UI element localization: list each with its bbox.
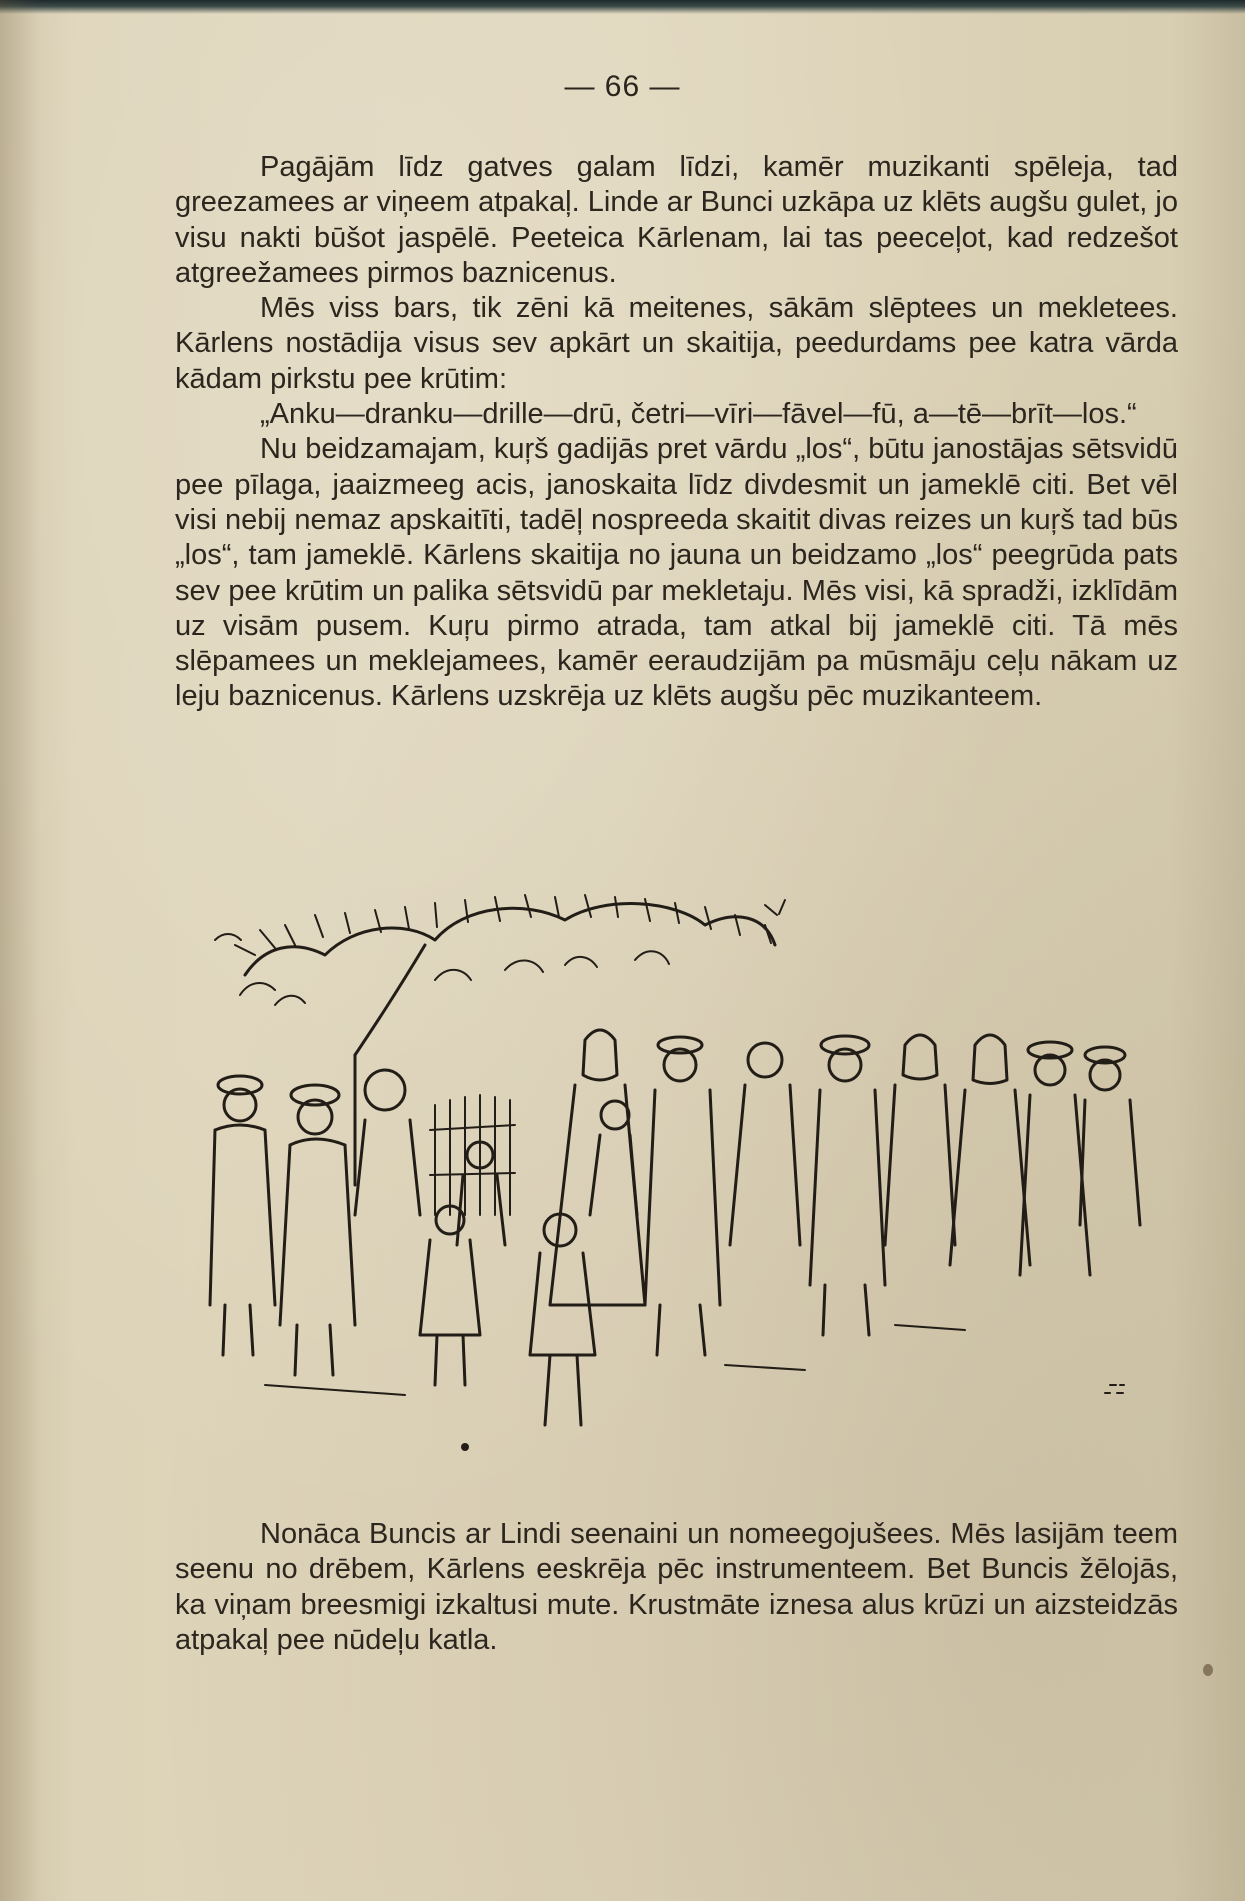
- artist-signature-mark: [1105, 1385, 1124, 1393]
- child-figures: [420, 1101, 637, 1451]
- adult-figures: [210, 1030, 1140, 1375]
- ground-lines: [265, 1325, 965, 1395]
- page-top-edge: [0, 0, 1245, 14]
- paragraph: Mēs viss bars, tik zēni kā meitenes, sākām slēptees un mekletees. Kārlens nostādija visus sev apkārt un skaitija, peedurdams pee katra vārda kādam pirkstu pee krūtim:: [175, 292, 1178, 395]
- paragraph: Nu beidzamajam, kuŗš gadijās pret vārdu „los“, būtu janostājas sētsvidū pee pīlaga, jaaizmeeg acis, janoskaita līdz divdesmit un jameklē citi. Bet vēl visi nebij nemaz apskaitīti, tadēļ nospreeda skaitit divas reizes un kuŗš tad būs „los“, tam jameklē. Kārlens skaitija no jauna un beidzamo „los“ peegrūda pats sev pee krūtim un palika sētsvidū par mekletaju. Mēs visi, kā spradži, izklīdām uz visām pusem. Kuŗu pirmo atrada, tam atkal bij jameklē citi. Tā mēs slēpamees un meklejamees, kamēr eeraudzijām pa mūsmāju ceļu nākam uz leju baznicenus. Kārlens uzskrēja uz klēts augšu pēc muzikanteem.: [175, 433, 1178, 713]
- paragraph: Nonāca Buncis ar Lindi seenaini un nomeegojušees. Mēs lasijām teem seenu no drēbem, Kārlens eeskrēja pēc instrumenteem. Bet Buncis žēlojās, ka viņam breesmigi izkaltusi mute. Krustmāte iznesa alus krūzi un aizsteidzās atpakaļ pee nūdeļu katla.: [175, 1518, 1178, 1656]
- illustration-villagers-under-tree: [205, 885, 1145, 1485]
- paragraph: Pagājām līdz gatves galam līdzi, kamēr muzikanti spēleja, tad greezamees ar viņeem atpakaļ. Linde ar Bunci uzkāpa uz klēts augšu gulet, jo visu nakti būšot jaspēlē. Peeteica Kārlenam, lai tas peeceļot, kad redzešot atgreežamees pirmos baznicenus.: [175, 151, 1178, 289]
- paper-speck: [1203, 1664, 1213, 1676]
- text-block-top: [175, 150, 1178, 715]
- illustration-drawing: [205, 885, 1145, 1485]
- text-block-bottom: [175, 1517, 1178, 1658]
- page-number: — 66 —: [564, 70, 681, 103]
- page-gutter-shadow: [0, 0, 40, 1901]
- fence: [430, 1095, 515, 1215]
- rhyme-paragraph: „Anku—dranku—drille—drū, četri—vīri—fāvel—fū, a—tē—brīt—los.“: [260, 398, 1137, 431]
